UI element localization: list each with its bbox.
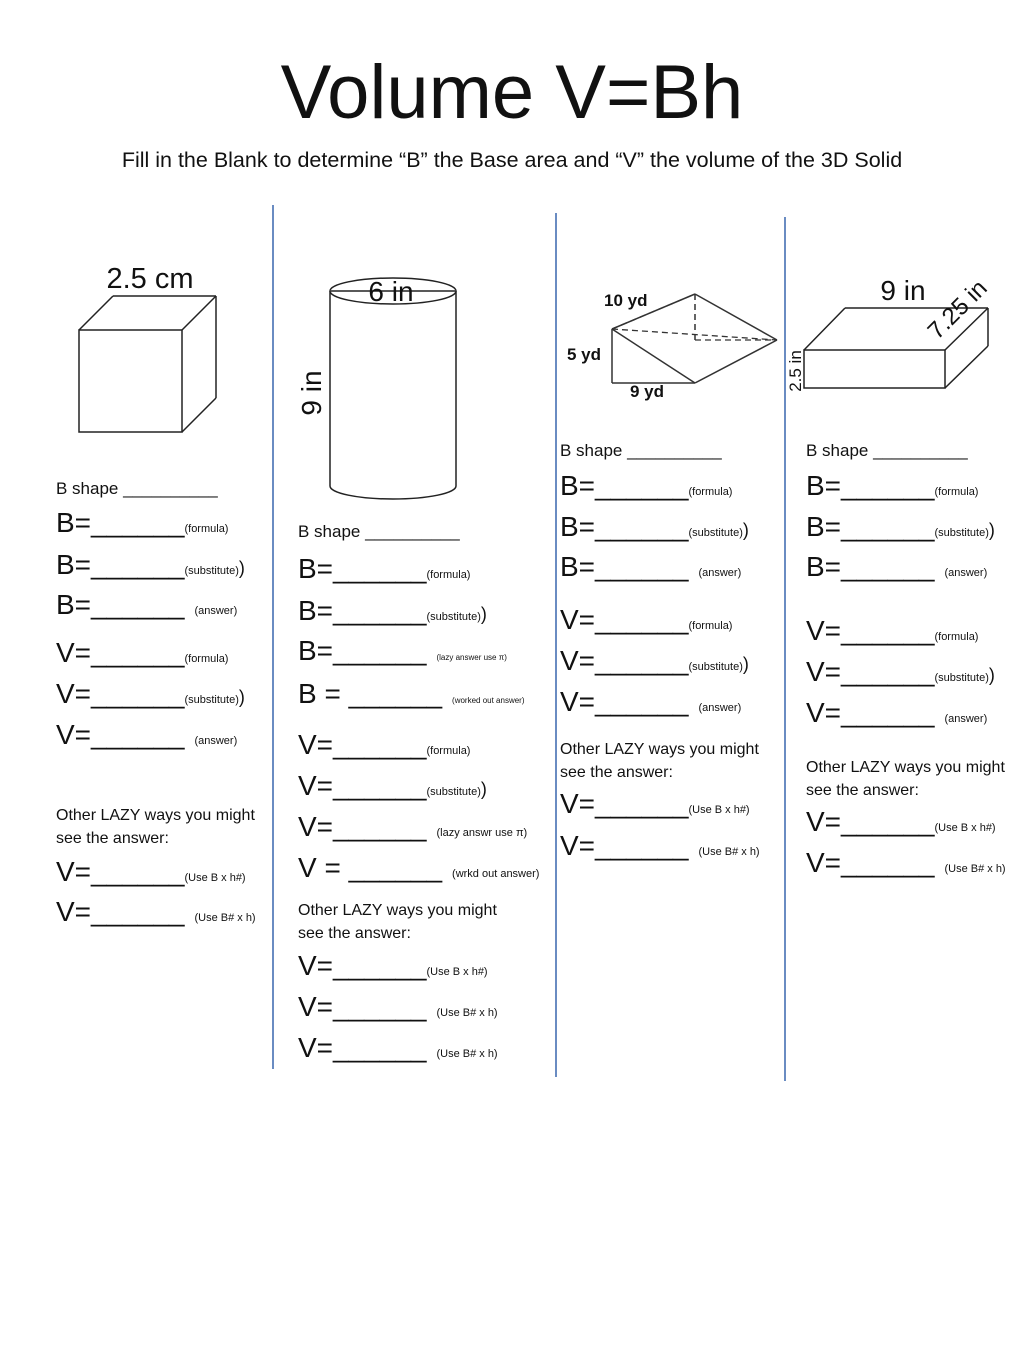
equation-row [298,852,539,884]
equation-row [298,553,470,585]
equation-prefix: V = [298,852,349,883]
equation-note: (answer) [944,567,988,579]
answer-blank[interactable]: ______ [595,604,689,635]
closing-paren: ) [988,520,995,540]
lazy-ways-text: Other LAZY ways you might see the answer: [56,807,255,847]
equation-note: (substitute) [426,611,481,623]
page-title: Volume V=Bh [280,50,744,135]
cylinder-figure [295,265,475,505]
equation-prefix: V= [56,856,92,887]
equation-note: (lazy answr use π) [436,827,528,839]
equation-prefix: B= [56,589,92,620]
equation-note: (formula) [934,631,979,643]
answer-blank[interactable]: ______ [91,589,185,620]
equation-prefix: V= [56,719,92,750]
answer-blank[interactable]: ______ [333,595,427,626]
equation-row [806,470,978,502]
equation-prefix: B= [298,635,334,666]
equation-note: (formula) [688,486,733,498]
equation-note: (formula) [184,523,229,535]
equation-row [560,645,749,677]
equation-prefix: V= [806,656,842,687]
column-divider-1 [272,205,274,1069]
lazy-ways-text: Other LAZY ways you might see the answer: [806,759,1005,799]
equation-note: (formula) [184,653,229,665]
equation-note: (Use B x h#) [688,804,750,816]
answer-blank[interactable]: ______ [841,847,935,878]
equation-note: (answer) [944,713,988,725]
equation-prefix: V= [560,645,596,676]
equation-prefix: B= [298,553,334,584]
box-depth-label: 7.25 in [922,274,993,345]
answer-blank[interactable]: ______ [841,697,935,728]
equation-row [298,595,487,627]
lazy-equation-row [298,950,488,982]
answer-blank[interactable]: ______ [333,729,427,760]
answer-blank[interactable]: ______ [595,511,689,542]
equation-row [560,604,732,636]
answer-blank[interactable]: ______ [841,551,935,582]
prism-top-label: 10 yd [604,291,648,310]
equation-prefix: B= [560,551,596,582]
equation-note: (substitute) [426,786,481,798]
equation-prefix: V= [298,950,334,981]
equation-note: (worked out answer) [452,696,525,705]
lazy-equation-row [56,896,256,928]
cube-figure [60,255,240,445]
answer-blank[interactable]: ______ [91,678,185,709]
answer-blank[interactable]: ______ [841,470,935,501]
equation-prefix: V= [56,637,92,668]
lazy-equation-row [298,1032,498,1064]
answer-blank[interactable]: ______ [841,511,935,542]
equation-prefix: B= [298,595,334,626]
lazy-ways-text: Other LAZY ways you might see the answer: [298,902,497,942]
answer-blank[interactable]: ______ [91,549,185,580]
page-subtitle: Fill in the Blank to determine “B” the Base area and “V” the volume of the 3D Solid [121,148,903,172]
equation-prefix: V= [806,697,842,728]
cylinder-diameter-label: 6 in [368,276,414,307]
equation-row [806,656,995,688]
answer-blank[interactable]: ______ [333,553,427,584]
answer-blank[interactable]: ______ [333,635,427,666]
b-shape-label: B shape __________ [806,441,968,460]
equation-prefix: V= [806,615,842,646]
equation-note: (substitute) [934,527,989,539]
equation-prefix: V= [56,678,92,709]
lazy-ways-text: Other LAZY ways you might see the answer: [560,741,759,781]
answer-blank[interactable]: ______ [841,656,935,687]
lazy-equation-row [806,847,1006,879]
equation-row [56,589,237,621]
lazy-equation-row [560,788,750,820]
lazy-equation-row [298,991,498,1023]
equation-prefix: B= [560,511,596,542]
equation-note: (formula) [934,486,979,498]
equation-row [806,511,995,543]
equation-note: (formula) [426,745,471,757]
equation-prefix: B= [560,470,596,501]
closing-paren: ) [480,779,487,799]
equation-prefix: V= [298,770,334,801]
equation-note: (lazy answer use π) [436,653,507,662]
lazy-equation-row [56,856,246,888]
answer-blank[interactable]: ______ [841,615,935,646]
answer-blank[interactable]: ______ [595,470,689,501]
answer-blank[interactable]: ______ [595,551,689,582]
equation-row [56,507,228,539]
b-shape-label: B shape __________ [56,479,218,498]
equation-prefix: V= [560,788,596,819]
equation-note: (substitute) [934,672,989,684]
equation-note: (answer) [194,605,238,617]
equation-row [56,678,245,710]
equation-prefix: B= [806,470,842,501]
closing-paren: ) [238,687,245,707]
equation-note: (answer) [698,702,742,714]
equation-prefix: V= [560,830,596,861]
equation-prefix: V= [560,604,596,635]
equation-note: (substitute) [688,661,743,673]
equation-row [806,697,987,729]
equation-row [56,549,245,581]
equation-prefix: V= [298,991,334,1022]
equation-note: (Use B# x h) [436,1048,498,1060]
equation-note: (Use B# x h) [436,1007,498,1019]
equation-row [56,719,237,751]
answer-blank[interactable]: ______ [333,811,427,842]
equation-note: (Use B# x h) [944,863,1006,875]
answer-blank[interactable]: ______ [91,856,185,887]
equation-note: (Use B# x h) [698,846,760,858]
prism-bottom-label: 9 yd [630,382,665,401]
equation-row [560,551,741,583]
equation-note: (answer) [194,735,238,747]
equation-prefix: B= [56,549,92,580]
equation-prefix: B = [298,678,349,709]
equation-note: (wrkd out answer) [452,868,540,880]
closing-paren: ) [480,604,487,624]
equation-prefix: B= [806,511,842,542]
answer-blank[interactable]: ______ [841,806,935,837]
cylinder-height-label: 9 in [296,370,327,416]
equation-row [56,637,228,669]
lazy-equation-row [560,830,760,862]
closing-paren: ) [238,558,245,578]
equation-prefix: V= [806,847,842,878]
answer-blank[interactable]: ______ [595,645,689,676]
answer-blank[interactable]: ______ [333,1032,427,1063]
equation-note: (Use B x h#) [934,822,996,834]
equation-note: (Use B x h#) [184,872,246,884]
equation-prefix: V= [298,811,334,842]
answer-blank[interactable]: ______ [91,507,185,538]
equation-row [298,635,507,667]
answer-blank[interactable]: ______ [348,852,443,883]
equation-prefix: V= [56,896,92,927]
answer-blank[interactable]: ______ [595,788,689,819]
equation-note: (Use B# x h) [194,912,256,924]
box-width-label: 9 in [880,275,926,306]
answer-blank[interactable]: ______ [333,770,427,801]
prism-side-label: 5 yd [567,345,602,364]
equation-prefix: V= [298,1032,334,1063]
equation-row [560,470,732,502]
equation-row [806,615,978,647]
equation-row [560,686,741,718]
equation-prefix: V= [806,806,842,837]
equation-prefix: B= [806,551,842,582]
triangular-prism-figure [560,282,785,407]
rectangular-box-figure [785,270,1015,400]
b-shape-label: B shape __________ [560,441,722,460]
equation-note: (substitute) [184,565,239,577]
answer-blank[interactable]: ______ [348,678,443,709]
closing-paren: ) [988,665,995,685]
equation-note: (substitute) [688,527,743,539]
equation-prefix: V= [560,686,596,717]
equation-note: (Use B x h#) [426,966,488,978]
answer-blank[interactable]: ______ [333,991,427,1022]
lazy-equation-row [806,806,996,838]
answer-blank[interactable]: ______ [595,686,689,717]
box-height-label: 2.5 in [786,350,805,392]
column-divider-2 [555,213,557,1077]
equation-row [560,511,749,543]
closing-paren: ) [742,520,749,540]
equation-row [298,770,487,802]
answer-blank[interactable]: ______ [91,637,185,668]
equation-row [298,811,527,843]
equation-row [298,729,470,761]
answer-blank[interactable]: ______ [91,719,185,750]
answer-blank[interactable]: ______ [595,830,689,861]
cube-side-label: 2.5 cm [106,263,194,295]
answer-blank[interactable]: ______ [333,950,427,981]
b-shape-label: B shape __________ [298,522,460,541]
equation-note: (answer) [698,567,742,579]
equation-prefix: V= [298,729,334,760]
answer-blank[interactable]: ______ [91,896,185,927]
equation-note: (substitute) [184,694,239,706]
equation-note: (formula) [688,620,733,632]
equation-row [806,551,987,583]
equation-note: (formula) [426,569,471,581]
equation-prefix: B= [56,507,92,538]
equation-row [298,678,525,710]
closing-paren: ) [742,654,749,674]
